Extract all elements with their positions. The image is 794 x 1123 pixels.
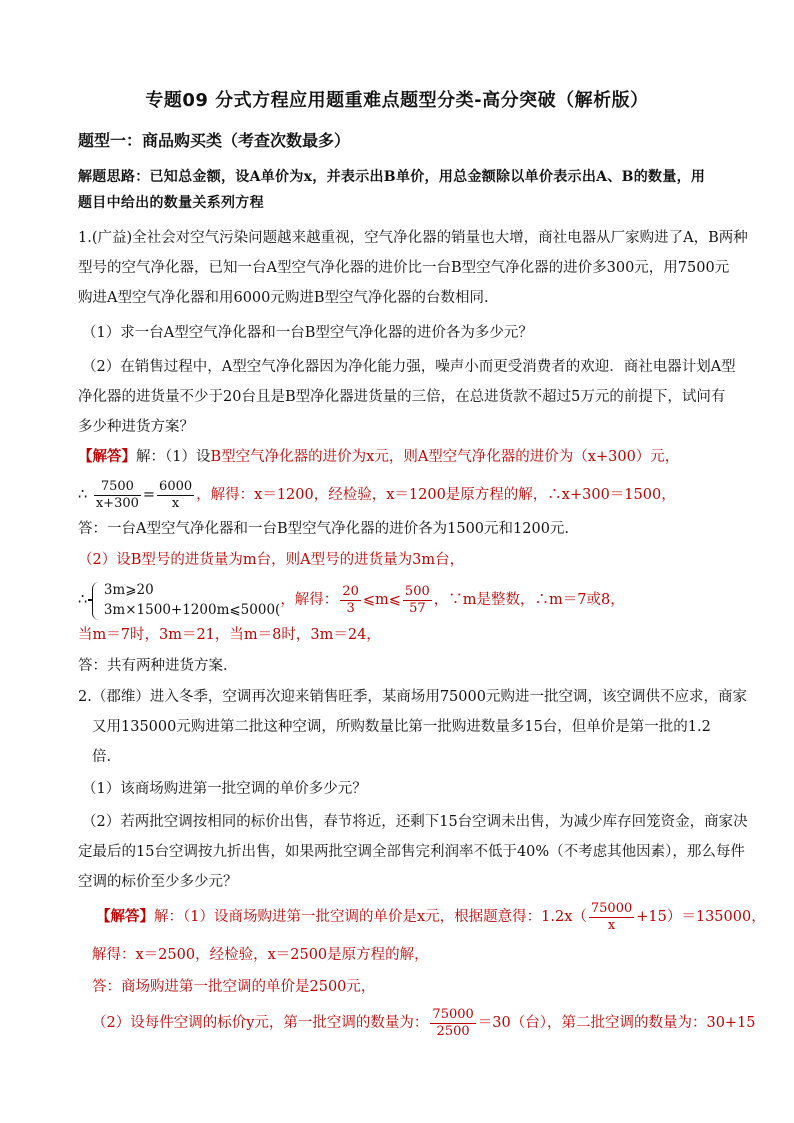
problem1-answer-line4: （2）设B型号的进货量为m台，则A型号的进货量为3m台，	[78, 552, 465, 568]
problem2-line1: 2.（郡维）进入冬季，空调再次迎来销售旺季，某商场用75000元购进一批空调，该空调供不应求，商家	[78, 689, 747, 705]
answer-text: 解：（1）设商场购进第一批空调的单价是x元，根据题意得：1.2x（	[154, 909, 587, 925]
answer-tag: 【解答】	[96, 908, 154, 925]
fraction-500-57: $\frac{500}{57}$	[404, 583, 430, 616]
therefore-symbol: ∴	[78, 592, 88, 608]
inequality-text: ⩽m⩽	[362, 592, 401, 608]
fraction-6000: $\frac{6000}{x}$	[159, 478, 193, 511]
problem2-answer-line1	[96, 900, 766, 934]
problem1-question1: （1）求一台A型空气净化器和一台B型空气净化器的进价各为多少元？	[82, 325, 533, 341]
problem1-question2-line3: 多少种进货方案？	[78, 419, 194, 435]
answer-text: （2）设每件空调的标价y元，第一批空调的数量为：	[92, 1015, 429, 1031]
problem2-answer-line4	[92, 1006, 756, 1040]
answer-text: ＝30（台），第二批空调的数量为：30+15	[477, 1015, 756, 1031]
answer-text: +15）＝135000，	[636, 909, 766, 925]
brace-icon	[92, 582, 99, 620]
problem2-answer-line2: 解得：x＝2500，经检验，x＝2500是原方程的解，	[92, 947, 429, 963]
problem1-line1: 1.(广益)全社会对空气污染问题越来越重视，空气净化器的销量也大增，商社电器从厂家购进了A，B两种	[78, 230, 748, 246]
problem2-question2-line1: （2）若两批空调按相同的标价出售，春节将近，还剩下15台空调未出售，为减少库存回笼资金，商家决	[82, 814, 748, 830]
problem1-answer-line1	[78, 447, 679, 467]
fraction-7500: $\frac{7500}{x+300}$	[95, 478, 139, 511]
problem2-answer-line3: 答：商场购进第一批空调的单价是2500元，	[92, 979, 376, 995]
problem1-line3: 购进A型空气净化器和用6000元购进B型空气净化器的台数相同.	[78, 290, 489, 306]
problem1-answer-line2	[78, 478, 676, 512]
equals-sign: =	[142, 487, 156, 503]
fraction-75000-x: $\frac{75000}{x}$	[590, 900, 633, 933]
section-heading: 题型一：商品购买类（考查次数最多）	[78, 131, 351, 150]
problem2-line3: 倍.	[92, 749, 112, 765]
problem1-question2-line1: （2）在销售过程中，A型空气净化器因为净化能力强，噪声小而更受消费者的欢迎．商社电器计划A型	[82, 359, 736, 375]
page-title: 专题09 分式方程应用题重难点题型分类-高分突破（解析版）	[145, 90, 649, 111]
problem2-question2-line3: 空调的标价至少多少元？	[78, 874, 238, 890]
problem2-question2-line2: 定最后的15台空调按九折出售，如果两批空调全部售完利润率不低于40%（不考虑其他因素），那么每件	[78, 844, 745, 860]
system-row1: 3m⩾20	[103, 582, 154, 598]
therefore-symbol: ∴	[78, 487, 88, 503]
answer-text: ，解得：	[280, 592, 339, 608]
problem1-answer-line6: 当m＝7时，3m＝21，当m＝8时，3m＝24，	[78, 627, 381, 643]
fraction-75000-2500: $\frac{75000}{2500}$	[432, 1006, 474, 1039]
problem1-line2: 型号的空气净化器，已知一台A型空气净化器的进价比一台B型空气净化器的进价多300元，用7500元	[78, 260, 730, 276]
problem1-answer-line7: 答：共有两种进货方案.	[78, 658, 228, 674]
answer-tag: 【解答】	[78, 448, 136, 465]
problem1-answer-line5	[78, 578, 625, 622]
fraction-20-3: $\frac{20}{3}$	[342, 583, 359, 616]
problem1-answer-line3: 答：一台A型空气净化器和一台B型空气净化器的进价各为1500元和1200元.	[78, 521, 570, 537]
answer-intro: 解：（1）设	[136, 449, 211, 465]
problem2-line2: 又用135000元购进第二批这种空调，所购数量比第一批购进数量多15台，但单价是第一批的1.2	[92, 719, 711, 735]
inequality-system	[92, 580, 280, 620]
problem1-question2-line2: 净化器的进货量不少于20台且是B型净化器进货量的三倍，在总进货款不超过5万元的前提下，试问有	[78, 389, 726, 405]
solving-approach: 解题思路：已知总金额，设A单价为x，并表示出B单价，用总金额除以单价表示出A、B的数量，用题目中给出的数量关系列方程	[78, 169, 706, 211]
answer-text: B型空气净化器的进价为x元，则A型空气净化器的进价为（x+300）元，	[210, 449, 680, 465]
answer-text: ，解得：x＝1200，经检验，x＝1200是原方程的解，∴x+300＝1500，	[196, 487, 676, 503]
answer-text: ，∵m是整数，∴m＝7或8，	[433, 592, 625, 608]
system-row2: 3m×1500+1200m⩽5000(	[103, 602, 281, 618]
problem2-question1: （1）该商场购进第一批空调的单价多少元？	[82, 781, 367, 797]
